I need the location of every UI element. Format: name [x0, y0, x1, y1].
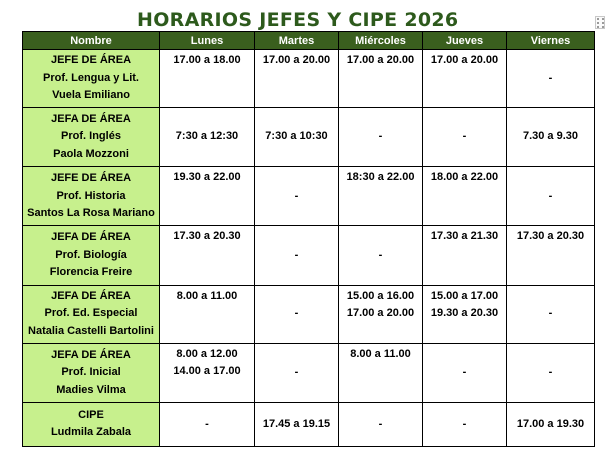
schedule-cell: [160, 50, 255, 108]
time-range: -: [378, 248, 383, 261]
staff-name-cell: [23, 402, 160, 446]
time-range: -: [294, 366, 299, 379]
staff-name-line: JEFE DE ÁREA: [50, 172, 132, 185]
staff-name-cell: [23, 285, 160, 343]
time-range: -: [378, 130, 383, 143]
table-body: [23, 50, 595, 447]
table-row: [23, 50, 595, 108]
time-range: 17.30 a 20.30: [173, 230, 241, 243]
schedule-cell: [160, 343, 255, 402]
staff-name-line: Prof. Historia: [56, 189, 126, 202]
staff-name-cell: [23, 226, 160, 285]
time-range: 17.30 a 20.30: [516, 230, 585, 243]
time-range: 8.00 a 11.00: [176, 289, 238, 302]
column-header-lunes: Lunes: [160, 32, 255, 50]
schedule-cell: [160, 402, 255, 446]
table-row: [23, 285, 595, 343]
schedule-cell: [255, 402, 339, 446]
column-header-martes: Martes: [255, 32, 339, 50]
table-row: [23, 226, 595, 285]
schedule-cell: [423, 343, 507, 402]
staff-name-line: Santos La Rosa Mariano: [27, 207, 155, 220]
schedule-cell: [423, 226, 507, 285]
schedule-cell: [255, 343, 339, 402]
staff-name-line: JEFE DE ÁREA: [50, 54, 132, 67]
schedule-cell: [339, 343, 423, 402]
time-range: 15.00 a 17.00: [430, 289, 499, 302]
schedule-cell: [423, 402, 507, 446]
time-range: 19.30 a 20.30: [430, 307, 499, 320]
staff-name-line: Madies Vilma: [56, 383, 126, 396]
time-range: 17.45 a 19.15: [262, 417, 331, 430]
staff-name-cell: [23, 50, 160, 108]
schedule-cell: [507, 50, 595, 108]
schedule-cell: [339, 226, 423, 285]
time-range: -: [378, 417, 383, 430]
staff-name-line: Vuela Emiliano: [52, 89, 130, 102]
time-range: -: [548, 189, 553, 202]
time-range: -: [548, 307, 553, 320]
time-range: 7:30 a 12:30: [175, 130, 239, 143]
table-row: [23, 108, 595, 167]
schedule-cell: [423, 108, 507, 167]
staff-name-cell: [23, 167, 160, 226]
staff-name-line: Prof. Lengua y Lit.: [43, 71, 139, 84]
staff-name-line: Prof. Inicial: [61, 366, 121, 379]
time-range: -: [462, 130, 467, 143]
time-range: 14.00 a 17.00: [173, 365, 241, 378]
time-range: -: [548, 71, 553, 84]
table-row: [23, 167, 595, 226]
table-row: [23, 343, 595, 402]
time-range: -: [462, 366, 467, 379]
time-range: 19.30 a 22.00: [173, 171, 241, 184]
column-header-viernes: Viernes: [507, 32, 595, 50]
time-range: 17.00 a 20.00: [346, 307, 415, 320]
schedule-cell: [423, 285, 507, 343]
time-range: 17.00 a 20.00: [346, 54, 415, 66]
staff-name-line: Prof. Ed. Especial: [44, 307, 138, 320]
schedule-cell: [507, 402, 595, 446]
schedule-cell: [507, 343, 595, 402]
staff-name-line: JEFA DE ÁREA: [51, 231, 131, 244]
schedule-cell: [160, 285, 255, 343]
schedule-cell: [255, 167, 339, 226]
move-grid-icon[interactable]: [595, 16, 605, 29]
staff-name-line: Prof. Inglés: [61, 130, 121, 143]
schedule-table: [22, 31, 595, 447]
schedule-cell: [507, 285, 595, 343]
schedule-cell: [507, 226, 595, 285]
time-range: -: [294, 307, 299, 320]
schedule-cell: [423, 50, 507, 108]
time-range: 8.00 a 12.00: [176, 347, 238, 360]
staff-name-line: Prof. Biología: [55, 248, 127, 261]
time-range: 7.30 a 9.30: [522, 130, 579, 143]
staff-name-line: Florencia Freire: [49, 266, 133, 279]
schedule-cell: [160, 167, 255, 226]
time-range: 15.00 a 16.00: [346, 289, 415, 302]
table-header-row: [23, 32, 595, 50]
column-header-miercoles: Miércoles: [339, 32, 423, 50]
time-range: -: [294, 189, 299, 202]
schedule-cell: [423, 167, 507, 226]
time-range: 17.00 a 19.30: [516, 417, 585, 430]
schedule-cell: [160, 226, 255, 285]
schedule-cell: [255, 285, 339, 343]
staff-name-line: JEFA DE ÁREA: [51, 289, 131, 302]
schedule-cell: [339, 285, 423, 343]
time-range: 17.30 a 21.30: [430, 230, 499, 243]
time-range: 7:30 a 10:30: [265, 130, 328, 143]
time-range: 18:30 a 22.00: [346, 171, 415, 184]
staff-name-line: JEFA DE ÁREA: [51, 112, 131, 125]
time-range: 17.00 a 20.00: [262, 54, 331, 66]
column-header-nombre: Nombre: [23, 32, 160, 50]
schedule-cell: [507, 167, 595, 226]
staff-name-line: Ludmila Zabala: [50, 426, 132, 439]
staff-name-cell: [23, 343, 160, 402]
staff-name-line: JEFA DE ÁREA: [51, 348, 131, 361]
page-title: HORARIOS JEFES Y CIPE 2026: [137, 9, 459, 31]
time-range: -: [205, 417, 209, 430]
schedule-cell: [339, 402, 423, 446]
schedule-cell: [255, 50, 339, 108]
schedule-cell: [507, 108, 595, 167]
time-range: 18.00 a 22.00: [430, 171, 499, 184]
schedule-cell: [160, 108, 255, 167]
time-range: -: [548, 366, 553, 379]
time-range: 8.00 a 11.00: [350, 347, 411, 360]
time-range: 17.00 a 20.00: [430, 54, 499, 66]
time-range: -: [462, 417, 467, 430]
schedule-cell: [255, 108, 339, 167]
time-range: 17.00 a 18.00: [173, 54, 241, 66]
column-header-jueves: Jueves: [423, 32, 507, 50]
staff-name-line: CIPE: [78, 408, 104, 421]
schedule-cell: [339, 50, 423, 108]
staff-name-line: Paola Mozzoni: [53, 147, 129, 160]
time-range: -: [294, 248, 299, 261]
staff-name-line: Natalia Castelli Bartolini: [28, 324, 154, 337]
schedule-cell: [255, 226, 339, 285]
staff-name-cell: [23, 108, 160, 167]
schedule-cell: [339, 108, 423, 167]
table-row: [23, 402, 595, 446]
schedule-cell: [339, 167, 423, 226]
